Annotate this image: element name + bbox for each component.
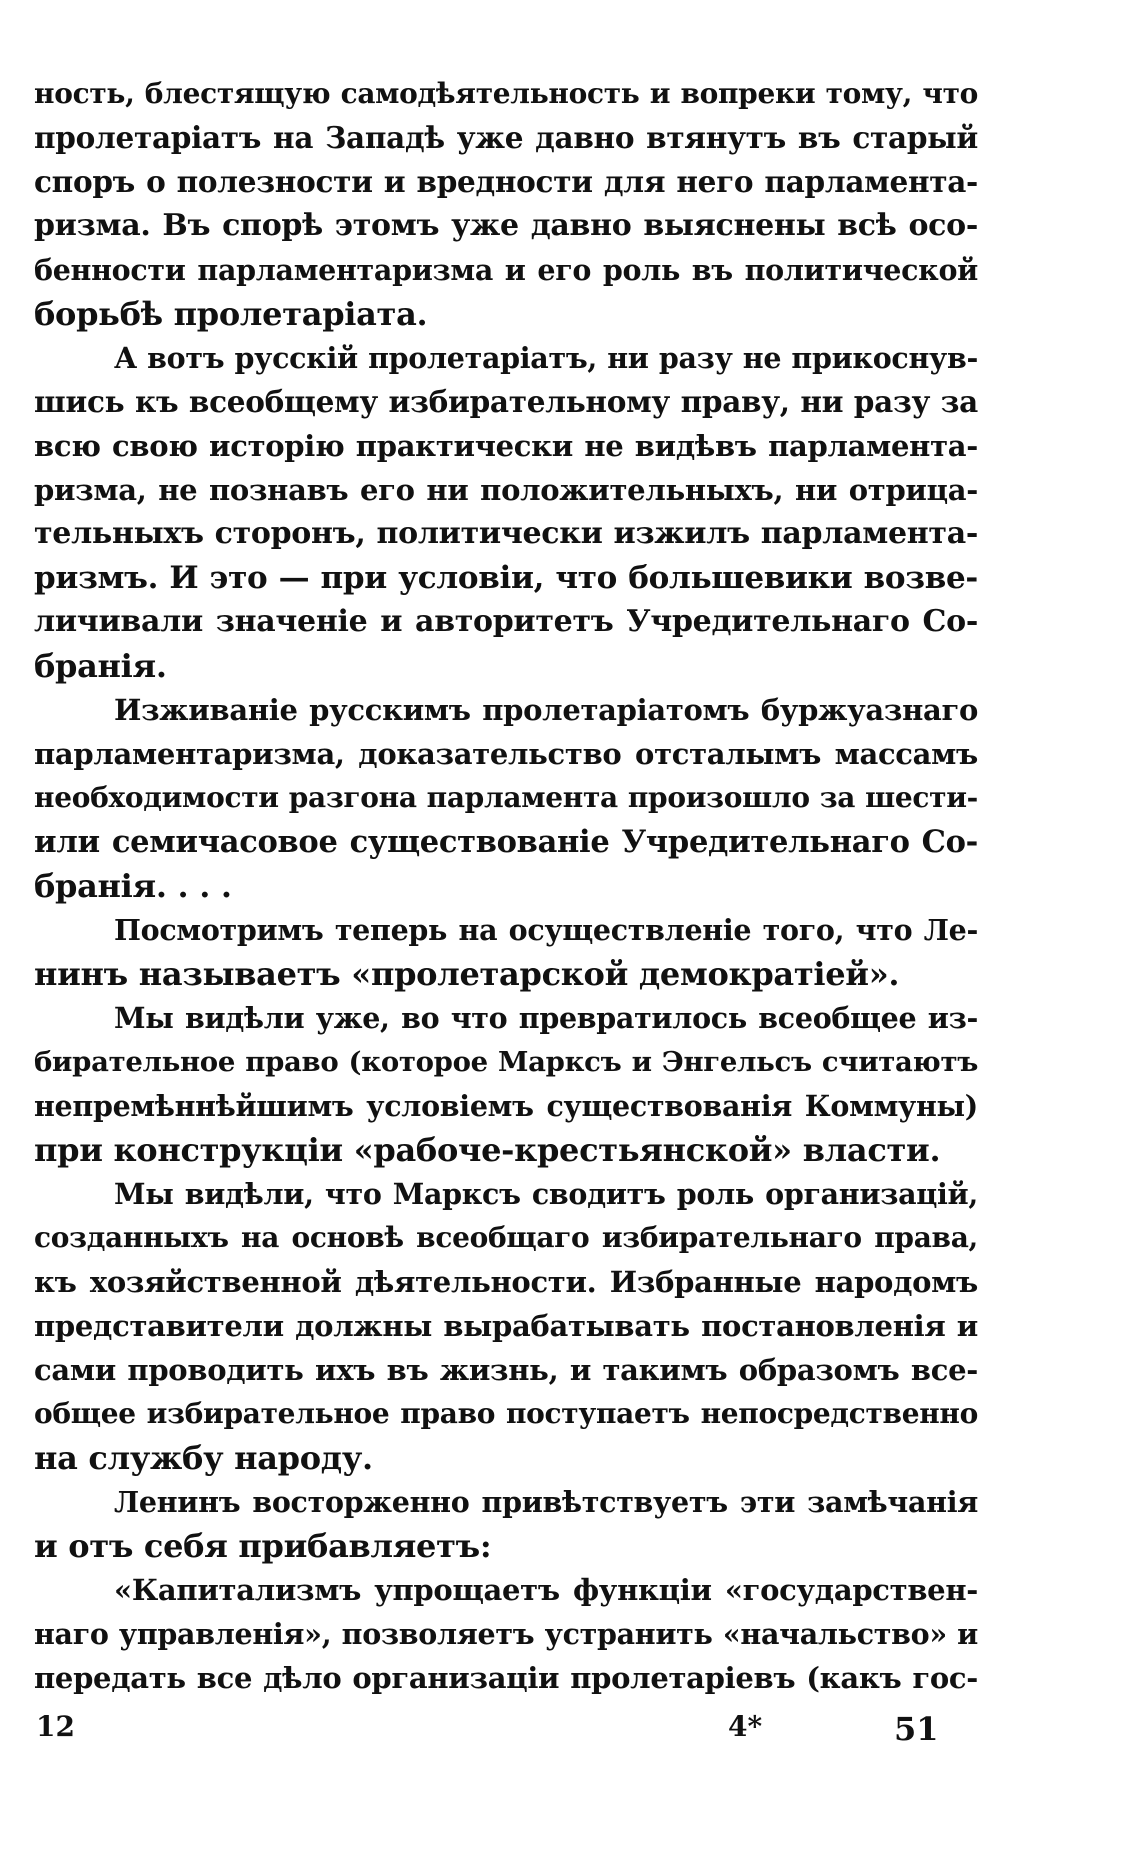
text-line: на службу народу.	[34, 1439, 373, 1477]
text-line: или семичасовое существованіе Учредительнаго Со-	[34, 824, 978, 860]
text-line: къ хозяйственной дѣятельности. Избранные народомъ	[34, 1265, 978, 1299]
paragraph-first-line: «Капитализмъ упрощаетъ функціи «государствен-	[114, 1573, 978, 1607]
text-line: шись къ всеобщему избирательному праву, ни разу за	[34, 384, 978, 419]
body-text	[34, 72, 978, 1700]
paragraph-first-line: Мы видѣли, что Марксъ сводитъ роль организацій,	[114, 1177, 978, 1211]
paragraph-first-line: Изживаніе русскимъ пролетаріатомъ буржуазнаго	[114, 693, 978, 727]
text-line: тельныхъ сторонъ, политически изжилъ парламента-	[34, 516, 978, 551]
text-line: нинъ называетъ «пролетарской демократіей».	[34, 955, 900, 993]
paragraph-first-line: Мы видѣли уже, во что превратилось всеобщее из-	[114, 1001, 978, 1035]
text-line: ризмъ. И это — при условіи, что большевики возве-	[34, 560, 978, 596]
text-line: передать все дѣло организаціи пролетаріевъ (какъ гос-	[34, 1661, 978, 1695]
text-line: бирательное право (которое Марксъ и Энгельсъ считаютъ	[34, 1046, 978, 1078]
text-line: общее избирательное право поступаетъ непосредственно	[34, 1397, 978, 1430]
text-line: всю свою исторію практически не видѣвъ парламента-	[34, 429, 978, 463]
text-line: споръ о полезности и вредности для него парламента-	[34, 164, 978, 199]
text-line: и отъ себя прибавляетъ:	[34, 1527, 492, 1565]
text-line: бранія. . . .	[34, 867, 232, 905]
text-line: созданныхъ на основѣ всеобщаго избирательнаго права,	[34, 1221, 978, 1254]
text-line: при конструкціи «рабоче-крестьянской» власти.	[34, 1131, 941, 1169]
text-line: бранія.	[34, 647, 167, 685]
text-line: непремѣннѣйшимъ условіемъ существованія Коммуны)	[34, 1089, 978, 1123]
page-footer	[0, 1710, 1140, 1750]
text-line: ность, блестящую самодѣятельность и вопреки тому, что	[34, 77, 978, 110]
text-line: ризма, не познавъ его ни положительныхъ, ни отрица-	[34, 473, 978, 507]
paragraph-first-line: Ленинъ восторженно привѣтствуетъ эти замѣчанія	[114, 1485, 978, 1519]
text-line: бенности парламентаризма и его роль въ политической	[34, 253, 978, 287]
page-number: 51	[894, 1710, 939, 1748]
text-line: пролетаріатъ на Западѣ уже давно втянутъ въ старый	[34, 120, 978, 155]
paragraph-first-line: Посмотримъ теперь на осуществленіе того, что Ле-	[114, 913, 978, 947]
text-line: парламентаризма, доказательство отсталымъ массамъ	[34, 737, 978, 771]
signature-mark: 12	[36, 1710, 75, 1743]
text-line: борьбѣ пролетаріата.	[34, 295, 428, 333]
text-line: личивали значеніе и авторитетъ Учредительнаго Со-	[34, 604, 978, 639]
text-line: сами проводить ихъ въ жизнь, и такимъ образомъ все-	[34, 1353, 978, 1387]
text-line: представители должны вырабатывать постановленія и	[34, 1309, 978, 1343]
text-line: необходимости разгона парламента произошло за шести-	[34, 781, 978, 814]
text-line: наго управленія», позволяетъ устранить «начальство» и	[34, 1617, 978, 1651]
text-line: ризма. Въ спорѣ этомъ уже давно выяснены всѣ осо-	[34, 208, 978, 243]
signature-mark-star: 4*	[728, 1710, 763, 1743]
paragraph-first-line: А вотъ русскій пролетаріатъ, ни разу не прикоснув-	[114, 341, 978, 375]
